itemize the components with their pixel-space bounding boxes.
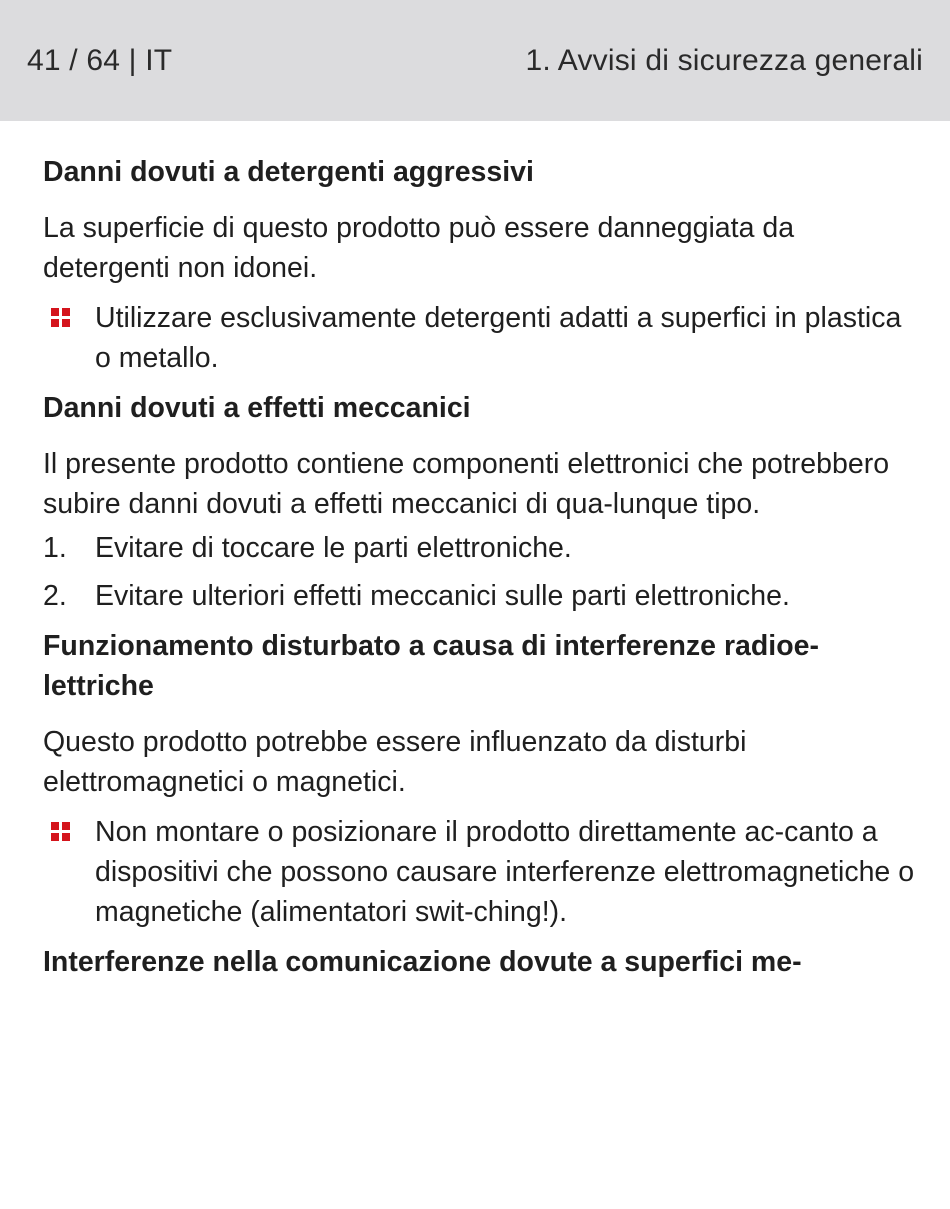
page-number: 41 / 64 | IT (27, 43, 173, 77)
section-heading: Funzionamento disturbato a causa di interferenze radioe-lettriche (43, 630, 819, 702)
paragraph: Questo prodotto potrebbe essere influenzato da disturbi elettromagnetici o magnetici. (43, 726, 747, 798)
bullet-text: Non montare o posizionare il prodotto direttamente ac-canto a dispositivi che possono causare interferenze elettromagnetiche o magnetiche (alimentatori swit-ching!). (95, 816, 915, 928)
page-header (0, 0, 950, 121)
section-heading: Interferenze nella comunicazione dovute a superfici me- (43, 946, 802, 978)
paragraph: La superficie di questo prodotto può essere danneggiata da detergenti non idonei. (43, 212, 795, 284)
numbered-item (43, 576, 923, 616)
step-text: Evitare ulteriori effetti meccanici sulle parti elettroniche. (95, 580, 790, 612)
bullet-text: Utilizzare esclusivamente detergenti adatti a superfici in plastica o metallo. (95, 302, 902, 374)
step-number: 2. (43, 580, 67, 612)
step-text: Evitare di toccare le parti elettroniche. (95, 532, 572, 564)
bullet-item (43, 298, 923, 378)
red-square-bullet-icon (51, 308, 71, 328)
paragraph: Il presente prodotto contiene componenti elettronici che potrebbero subire danni dovuti a effetti meccanici di qua-lunque tipo. (43, 448, 890, 520)
section-title: 1. Avvisi di sicurezza generali (525, 43, 923, 77)
step-number: 1. (43, 532, 67, 564)
section-heading: Danni dovuti a detergenti aggressivi (43, 156, 534, 188)
section-heading: Danni dovuti a effetti meccanici (43, 392, 471, 424)
bullet-item (43, 812, 923, 932)
document-body (43, 152, 923, 998)
numbered-item (43, 528, 923, 568)
red-square-bullet-icon (51, 822, 71, 842)
